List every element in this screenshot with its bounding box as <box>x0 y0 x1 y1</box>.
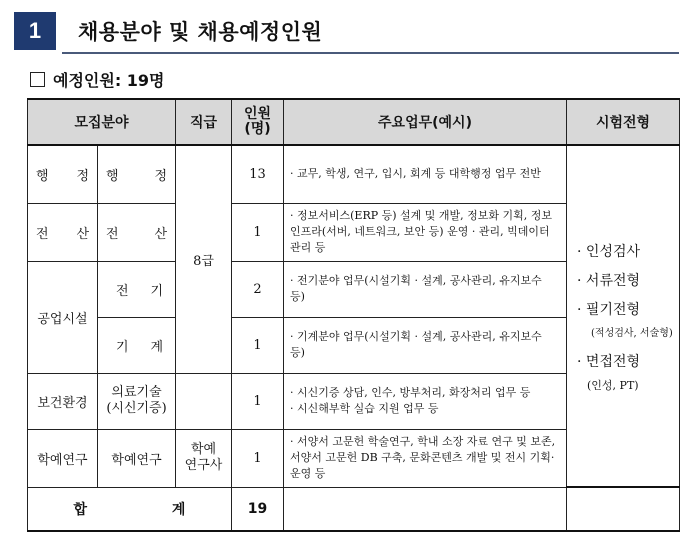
row-category: 공업시설 <box>28 261 98 373</box>
row-field: 학예연구 <box>98 429 176 487</box>
summary-line <box>30 68 165 91</box>
row-field: 전 기 <box>98 261 176 317</box>
row-category: 전 산 <box>28 203 98 261</box>
row-count: 1 <box>232 317 284 373</box>
header-underline <box>62 52 679 54</box>
exam-cell <box>567 145 680 487</box>
row-count: 13 <box>232 145 284 203</box>
total-duties-empty <box>284 487 567 531</box>
header-exam: 시험전형 <box>567 99 680 145</box>
header-count: 인원 (명) <box>232 99 284 145</box>
total-count: 19 <box>232 487 284 531</box>
row-field: 기 계 <box>98 317 176 373</box>
row-field: 의료기술 (시신기증) <box>98 373 176 429</box>
exam-note: (인성, PT) <box>587 379 639 392</box>
row-field: 전 산 <box>98 203 176 261</box>
table-row <box>28 145 680 203</box>
row-category: 학예연구 <box>28 429 98 487</box>
row-duties: · 시신기증 상담, 인수, 방부처리, 화장처리 업무 등 · 시신해부학 실습 지원 업무 등 <box>284 373 567 429</box>
row-duties: · 정보서비스(ERP 등) 설계 및 개발, 정보화 기획, 정보인프라(서버, 네트워크, 보안 등) 운영 · 관리, 빅데이터 관리 등 <box>284 203 567 261</box>
header-duties: 주요업무(예시) <box>284 99 567 145</box>
row-field: 행 정 <box>98 145 176 203</box>
row-category: 보건환경 <box>28 373 98 429</box>
row-count: 1 <box>232 429 284 487</box>
row-duties: · 전기분야 업무(시설기획 · 설계, 공사관리, 유지보수 등) <box>284 261 567 317</box>
row-grade: 학예 연구사 <box>176 429 232 487</box>
section-number: 1 <box>14 12 56 50</box>
total-label: 합 계 <box>28 487 232 531</box>
exam-note: (적성검사, 서술형) <box>591 328 673 339</box>
exam-item: · 면접전형 <box>577 354 641 370</box>
total-exam-empty <box>567 487 680 531</box>
row-category: 행 정 <box>28 145 98 203</box>
exam-item: · 서류전형 <box>577 273 641 289</box>
grade-cell-empty <box>176 373 232 429</box>
summary-label: 예정인원: 19명 <box>53 71 165 90</box>
recruitment-table <box>27 98 680 532</box>
section-title: 채용분야 및 채용예정인원 <box>78 20 323 44</box>
row-duties: · 기계분야 업무(시설기획 · 설계, 공사관리, 유지보수 등) <box>284 317 567 373</box>
table-header-row <box>28 99 680 145</box>
header-field: 모집분야 <box>28 99 176 145</box>
row-duties: · 서양서 고문헌 학술연구, 학내 소장 자료 연구 및 보존, 서양서 고문헌 DB 구축, 문화콘텐츠 개발 및 전시 기획·운영 등 <box>284 429 567 487</box>
exam-item: · 인성검사 <box>577 244 641 260</box>
checkbox-icon <box>30 72 45 87</box>
row-duties: · 교무, 학생, 연구, 입시, 회계 등 대학행정 업무 전반 <box>284 145 567 203</box>
total-row <box>28 487 680 531</box>
section-header <box>14 12 679 54</box>
row-count: 1 <box>232 203 284 261</box>
grade-cell: 8급 <box>176 145 232 373</box>
row-count: 2 <box>232 261 284 317</box>
header-grade: 직급 <box>176 99 232 145</box>
exam-item: · 필기전형 <box>577 302 641 318</box>
row-count: 1 <box>232 373 284 429</box>
